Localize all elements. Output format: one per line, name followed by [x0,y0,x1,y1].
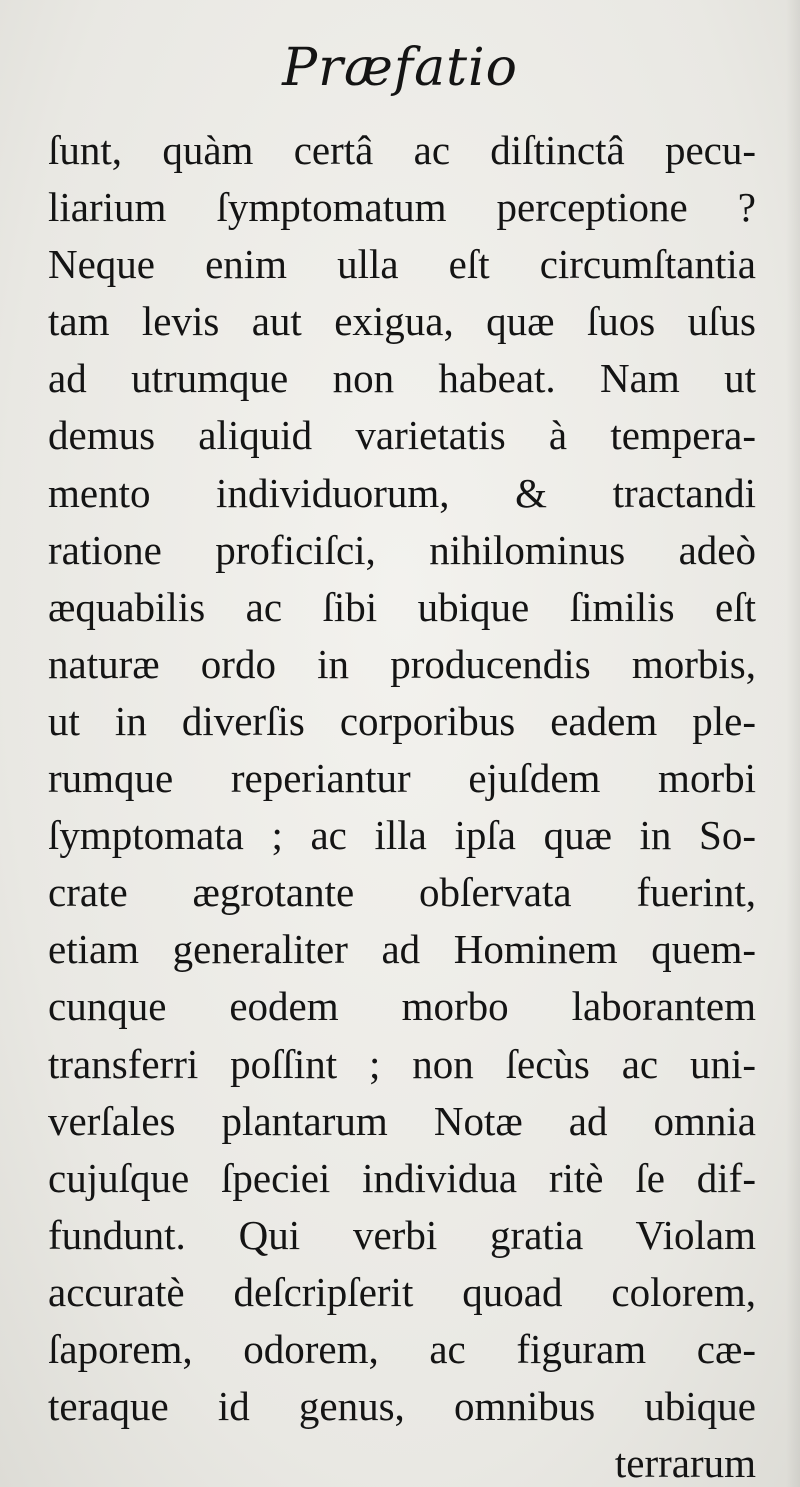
catchword: terrarum [614,1440,756,1487]
text-line: ſunt, quàm certâ ac diſtinctâ pecu- [48,127,756,173]
text-line: liarium ſymptomatum perceptione ? [48,184,756,231]
text-line: transferri poſſint ; non ſecùs ac uni- [48,1040,756,1087]
page-edge-shadow [786,0,800,1487]
text-line: demus aliquid varietatis à tempera- [48,412,756,459]
text-line: ut in diverſis corporibus eadem ple- [48,697,756,744]
text-line: teraque id genus, omnibus ubique [48,1383,756,1430]
text-line: ratione proficiſci, nihilominus adeò [48,526,756,573]
text-line: naturæ ordo in producendis morbis, [48,640,756,687]
text-line: ſaporem, odorem, ac figuram cæ- [48,1325,756,1372]
text-line: fundunt. Qui verbi gratia Violam [48,1211,756,1258]
text-line: ad utrumque non habeat. Nam ut [48,355,756,402]
text-line: Neque enim ulla eſt circumſtantia [48,241,756,288]
text-line: verſales plantarum Notæ ad omnia [48,1097,756,1144]
text-line: rumque reperiantur ejuſdem morbi [48,755,756,802]
text-line: mento individuorum, & tractandi [48,469,756,516]
text-line: tam levis aut exigua, quæ ſuos uſus [48,298,756,345]
text-line: etiam generaliter ad Hominem quem- [48,926,756,973]
body-text [48,122,756,1487]
text-line: cunque eodem morbo laborantem [48,983,756,1030]
text-line: crate ægrotante obſervata fuerint, [48,869,756,916]
running-head: Præfatio [282,38,518,98]
text-line: ſymptomata ; ac illa ipſa quæ in So- [48,812,756,859]
text-line: cujuſque ſpeciei individua ritè ſe dif- [48,1154,756,1201]
text-line: accuratè deſcripſerit quoad colorem, [48,1268,756,1315]
text-line: æquabilis ac ſibi ubique ſimilis eſt [48,583,756,630]
